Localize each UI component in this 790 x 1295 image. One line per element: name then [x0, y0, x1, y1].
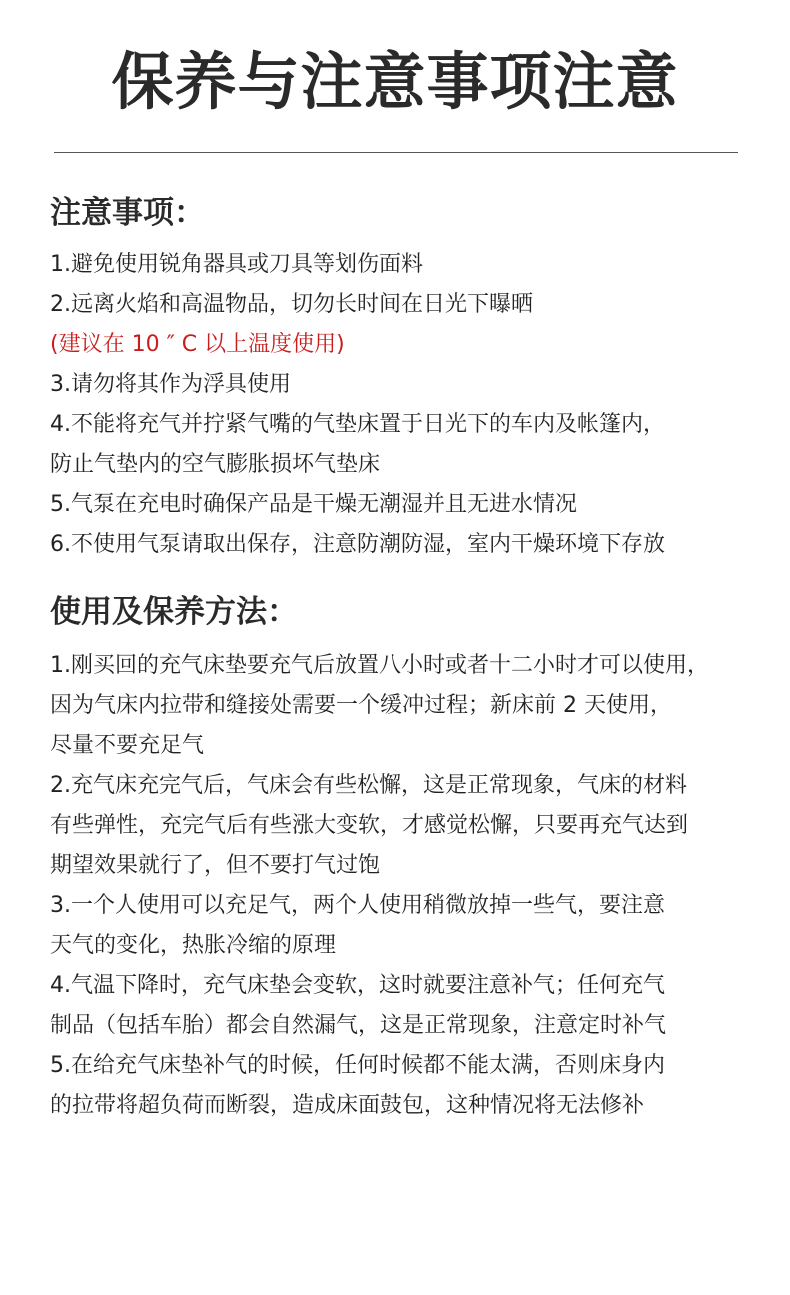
notes-line: 4.不能将充气并拧紧气嘴的气垫床置于日光下的车内及帐篷内，: [50, 412, 665, 437]
usage-line: 1.刚买回的充气床垫要充气后放置八小时或者十二小时才可以使用，: [50, 653, 709, 678]
usage-line: 制品（包括车胎）都会自然漏气，这是正常现象，注意定时补气: [50, 1013, 667, 1038]
usage-line: 5.在给充气床垫补气的时候，任何时候都不能太满，否则床身内: [50, 1053, 665, 1078]
title-divider: [54, 152, 738, 153]
notes-line: 5.气泵在充电时确保产品是干燥无潮湿并且无进水情况: [50, 492, 577, 517]
notes-line: 2.远离火焰和高温物品，切勿长时间在日光下曝晒: [50, 292, 533, 317]
notes-line: 6.不使用气泵请取出保存，注意防潮防湿，室内干燥环境下存放: [50, 532, 665, 557]
page-title: 保养与注意事项注意: [111, 45, 679, 118]
usage-heading: 使用及保养方法：: [50, 594, 298, 630]
usage-line: 4.气温下降时，充气床垫会变软，这时就要注意补气；任何充气: [50, 973, 665, 998]
usage-line: 2.充气床充完气后，气床会有些松懈，这是正常现象，气床的材料: [50, 773, 687, 798]
usage-line: 的拉带将超负荷而断裂，造成床面鼓包，这种情况将无法修补: [50, 1093, 645, 1118]
temperature-advice: (建议在 10 ″ C 以上温度使用): [50, 332, 345, 357]
usage-list: [50, 646, 770, 1126]
usage-line: 3.一个人使用可以充足气，两个人使用稍微放掉一些气，要注意: [50, 893, 665, 918]
usage-line: 天气的变化，热胀冷缩的原理: [50, 933, 337, 958]
notes-line: 防止气垫内的空气膨胀损坏气垫床: [50, 452, 381, 477]
usage-line: 因为气床内拉带和缝接处需要一个缓冲过程；新床前 2 天使用，: [50, 693, 672, 718]
usage-line: 有些弹性，充完气后有些涨大变软，才感觉松懈，只要再充气达到: [50, 813, 689, 838]
notes-line: 1.避免使用锐角器具或刀具等划伤面料: [50, 252, 423, 277]
notes-heading: 注意事项：: [50, 195, 205, 231]
usage-line: 期望效果就行了，但不要打气过饱: [50, 853, 381, 878]
notes-line: 3.请勿将其作为浮具使用: [50, 372, 291, 397]
usage-line: 尽量不要充足气: [50, 733, 205, 758]
notes-list: [50, 245, 770, 565]
